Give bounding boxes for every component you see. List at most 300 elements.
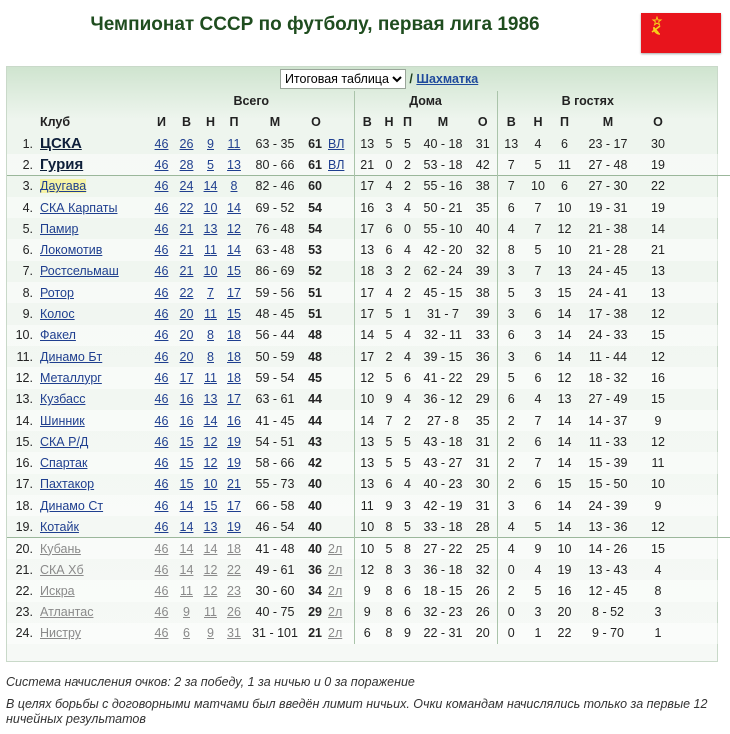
points: 61: [304, 154, 328, 175]
status-link[interactable]: 2л: [328, 562, 343, 577]
losses-link[interactable]: 13: [227, 157, 241, 172]
draws-link-cell: [199, 133, 222, 154]
wins-link-cell: [174, 431, 199, 452]
home-draws: 3: [385, 264, 393, 279]
losses-link[interactable]: 18: [227, 541, 241, 556]
games-link[interactable]: 46: [154, 434, 169, 449]
status-link-cell: [328, 623, 354, 644]
home-draws: 9: [380, 495, 398, 516]
wins-link[interactable]: 26: [179, 136, 194, 151]
away-wins: 8: [497, 239, 525, 260]
table-row: [7, 538, 730, 559]
home-points: 29: [475, 392, 490, 407]
wins-link[interactable]: 14: [179, 541, 194, 556]
draws-link[interactable]: 14: [203, 179, 218, 194]
status-link-cell: [328, 580, 354, 601]
draws-link[interactable]: 5: [207, 157, 214, 172]
games-link[interactable]: 46: [154, 349, 169, 364]
points: 51: [304, 282, 328, 303]
away-wins: 3: [497, 495, 525, 516]
footnote-draw-limit: В целях борьбы с договорными матчами был введён лимит ничьих. Очки командам начислялись только за первые 12 ничейных результатов: [6, 697, 708, 726]
away-wins: 2: [497, 431, 525, 452]
home-goals: 18 - 15: [417, 580, 469, 601]
draws-link[interactable]: 15: [203, 498, 218, 513]
table-row: [7, 133, 730, 154]
games-link[interactable]: 46: [154, 179, 169, 194]
away-draws: 6: [534, 349, 542, 364]
status-link[interactable]: 2л: [328, 583, 343, 598]
wins-link[interactable]: 20: [179, 328, 194, 343]
losses-link-cell: [222, 495, 246, 516]
wins-link-cell: [174, 389, 199, 410]
away-points: 21: [638, 239, 678, 260]
points: 44: [308, 392, 322, 407]
wins-link[interactable]: 14: [179, 519, 194, 534]
home-losses: 2: [398, 282, 417, 303]
games-link[interactable]: 46: [154, 477, 169, 492]
home-draws: 5: [385, 136, 393, 151]
points: 40: [304, 495, 328, 516]
away-wins: 2: [497, 474, 525, 495]
club-link[interactable]: Локомотив: [40, 243, 103, 258]
position: 17.: [15, 477, 33, 492]
home-points: 31: [475, 136, 490, 151]
col-home-2: П: [403, 115, 412, 129]
club-link[interactable]: Шинник: [40, 413, 85, 428]
status-link[interactable]: ВЛ: [328, 136, 345, 151]
losses-link[interactable]: 31: [227, 626, 241, 641]
points: 45: [304, 367, 328, 388]
col-home-4: О: [477, 115, 488, 129]
games-link-cell: [149, 133, 174, 154]
position: 8.: [7, 282, 37, 303]
wins-link[interactable]: 22: [179, 285, 194, 300]
wins-link-cell: [174, 474, 199, 495]
wins-link[interactable]: 22: [179, 200, 194, 215]
losses-link[interactable]: 11: [227, 136, 241, 151]
wins-link[interactable]: 16: [179, 392, 194, 407]
club-link[interactable]: Кубань: [40, 541, 81, 556]
games-link-cell: [149, 474, 174, 495]
club-link[interactable]: Нистру: [40, 626, 82, 641]
club-link[interactable]: Котайк: [40, 519, 79, 534]
club-link[interactable]: Памир: [40, 221, 79, 236]
away-losses: 14: [551, 410, 578, 431]
losses-link[interactable]: 14: [227, 243, 241, 258]
home-losses: 3: [398, 495, 417, 516]
draws-link-cell: [199, 239, 222, 260]
home-points: 35: [469, 197, 497, 218]
home-wins: 10: [354, 389, 380, 410]
home-losses: 2: [398, 176, 417, 197]
home-wins: 13: [354, 431, 380, 452]
position: 9.: [22, 307, 33, 322]
home-points: 39: [475, 307, 490, 322]
games-link-cell: [149, 239, 174, 260]
club-link[interactable]: Спартак: [40, 456, 88, 471]
wins-link[interactable]: 28: [179, 157, 194, 172]
home-goals: 40 - 18: [423, 136, 463, 151]
table-row: [7, 623, 730, 644]
losses-link[interactable]: 22: [227, 562, 241, 577]
games-link[interactable]: 46: [154, 221, 169, 236]
wins-link-cell: [174, 538, 199, 559]
losses-link-cell: [222, 154, 246, 175]
club-link-cell: [37, 602, 149, 623]
draws-link[interactable]: 12: [203, 434, 218, 449]
losses-link[interactable]: 17: [227, 392, 241, 407]
games-link[interactable]: 46: [154, 243, 169, 258]
position: 14.: [7, 410, 37, 431]
away-losses: 6: [561, 136, 568, 151]
wins-link-cell: [174, 346, 199, 367]
home-points: 31: [475, 434, 490, 449]
position: 6.: [7, 239, 37, 260]
away-losses: 11: [551, 154, 578, 175]
losses-link[interactable]: 26: [227, 605, 241, 620]
losses-link[interactable]: 17: [227, 498, 241, 513]
away-points: 12: [651, 307, 665, 322]
away-goals: 19 - 31: [578, 197, 638, 218]
away-losses: 13: [557, 264, 572, 279]
home-losses: 5: [404, 519, 411, 534]
draws-link[interactable]: 10: [203, 477, 218, 492]
away-goals: 15 - 50: [588, 477, 628, 492]
wins-link[interactable]: 6: [183, 626, 190, 641]
games-link[interactable]: 46: [154, 541, 169, 556]
wins-link-cell: [174, 516, 199, 537]
home-losses: 4: [404, 477, 411, 492]
standings-table: [7, 67, 730, 644]
wins-link[interactable]: 24: [179, 179, 194, 194]
home-wins: 13: [354, 133, 380, 154]
club-link-cell: [37, 367, 149, 388]
wins-link-cell: [174, 602, 199, 623]
losses-link[interactable]: 19: [227, 434, 241, 449]
club-link[interactable]: Даугава: [40, 179, 87, 194]
draws-link-cell: [199, 303, 222, 324]
points: 61: [308, 136, 322, 151]
wins-link[interactable]: 21: [179, 221, 194, 236]
games-link-cell: [149, 154, 174, 175]
losses-link[interactable]: 14: [227, 200, 241, 215]
losses-link-cell: [222, 282, 246, 303]
losses-link-cell: [222, 197, 246, 218]
table-row: [7, 197, 730, 218]
club-link-cell: [37, 580, 149, 601]
club-link[interactable]: СКА Карпаты: [40, 200, 118, 215]
away-goals: 23 - 17: [588, 136, 628, 151]
losses-link[interactable]: 19: [227, 519, 241, 534]
away-wins: 4: [497, 538, 525, 559]
away-goals: 21 - 28: [578, 239, 638, 260]
losses-link-cell: [222, 133, 246, 154]
home-losses: 9: [398, 623, 417, 644]
home-goals: 50 - 21: [417, 197, 469, 218]
games-link-cell: [149, 346, 174, 367]
club-link[interactable]: Динамо Бт: [40, 349, 103, 364]
away-goals: 24 - 45: [588, 264, 628, 279]
games-link-cell: [149, 282, 174, 303]
away-wins: 3: [497, 261, 525, 282]
wins-link[interactable]: 17: [179, 370, 194, 385]
draws-link[interactable]: 10: [203, 264, 218, 279]
home-losses: 0: [404, 221, 411, 236]
games-link[interactable]: 46: [154, 413, 169, 428]
away-points: 14: [651, 221, 665, 236]
losses-link-cell: [222, 516, 246, 537]
table-row: [7, 154, 730, 175]
losses-link[interactable]: 8: [230, 179, 238, 194]
club-link-cell: [37, 346, 149, 367]
club-link[interactable]: СКА Р/Д: [40, 434, 89, 449]
table-row: [7, 431, 730, 452]
status-link-cell: [328, 559, 354, 580]
losses-link[interactable]: 23: [227, 583, 241, 598]
home-goals: 55 - 10: [423, 221, 463, 236]
games-link[interactable]: 46: [154, 264, 169, 279]
away-points: 13: [638, 282, 678, 303]
draws-link[interactable]: 14: [203, 413, 218, 428]
games-link[interactable]: 46: [154, 392, 169, 407]
away-draws: 6: [534, 434, 542, 449]
table-row: [7, 410, 730, 431]
games-link[interactable]: 46: [154, 519, 169, 534]
draws-link[interactable]: 10: [203, 200, 218, 215]
home-losses: 5: [404, 136, 411, 151]
goals: 54 - 51: [255, 434, 295, 449]
wins-link[interactable]: 15: [179, 456, 194, 471]
home-points: 31: [469, 452, 497, 473]
away-wins: 0: [497, 623, 525, 644]
home-wins: 21: [354, 154, 380, 175]
wins-link[interactable]: 21: [179, 243, 194, 258]
points: 43: [308, 434, 322, 449]
draws-link[interactable]: 12: [203, 583, 218, 598]
wins-link[interactable]: 9: [183, 605, 190, 620]
draws-link[interactable]: 11: [204, 605, 217, 620]
club-link[interactable]: Пахтакор: [40, 477, 95, 492]
col-away-3: М: [602, 115, 614, 129]
club-link[interactable]: Гурия: [40, 156, 84, 174]
away-wins: 13: [497, 133, 525, 154]
away-points: 19: [638, 154, 678, 175]
losses-link-cell: [222, 303, 246, 324]
club-link-cell: [37, 303, 149, 324]
away-losses: 10: [551, 239, 578, 260]
losses-link[interactable]: 15: [227, 264, 241, 279]
wins-link[interactable]: 20: [179, 307, 194, 322]
home-wins: 18: [354, 261, 380, 282]
games-link[interactable]: 46: [154, 200, 169, 215]
club-link[interactable]: Динамо Ст: [40, 498, 104, 513]
losses-link-cell: [222, 239, 246, 260]
draws-link[interactable]: 13: [203, 519, 218, 534]
home-goals: 45 - 15: [417, 282, 469, 303]
club-link-cell: [37, 410, 149, 431]
losses-link-cell: [222, 602, 246, 623]
wins-link[interactable]: 21: [179, 264, 194, 279]
table-view-select[interactable]: [280, 69, 406, 89]
points: 36: [308, 562, 322, 577]
status-link[interactable]: ВЛ: [328, 157, 345, 172]
losses-link-cell: [222, 452, 246, 473]
position: 7.: [22, 264, 33, 279]
wins-link[interactable]: 14: [179, 562, 194, 577]
home-goals: 27 - 22: [417, 538, 469, 559]
games-link[interactable]: 46: [154, 285, 169, 300]
home-goals: 42 - 20: [417, 239, 469, 260]
losses-link-cell: [222, 367, 246, 388]
away-points: 3: [654, 605, 662, 620]
away-wins: 5: [497, 282, 525, 303]
games-link[interactable]: 46: [154, 370, 169, 385]
home-losses: 4: [398, 239, 417, 260]
draws-link[interactable]: 9: [207, 136, 214, 151]
losses-link[interactable]: 18: [227, 328, 241, 343]
club-link[interactable]: Кузбасс: [40, 392, 86, 407]
col-away-1: Н: [533, 115, 543, 129]
club-link[interactable]: ЦСКА: [40, 135, 82, 153]
away-losses: 19: [557, 562, 572, 577]
club-link[interactable]: Ротор: [40, 285, 74, 300]
club-link[interactable]: Факел: [40, 328, 76, 343]
points: 53: [304, 239, 328, 260]
status-link[interactable]: 2л: [328, 605, 343, 620]
home-losses: 4: [404, 349, 411, 364]
home-wins: 11: [354, 495, 380, 516]
losses-link[interactable]: 17: [227, 285, 241, 300]
home-goals: 39 - 15: [423, 349, 463, 364]
losses-link[interactable]: 21: [227, 477, 241, 492]
draws-link[interactable]: 7: [207, 285, 214, 300]
wins-link-cell: [174, 197, 199, 218]
games-link[interactable]: 46: [154, 328, 169, 343]
club-link[interactable]: Колос: [40, 307, 75, 322]
games-link[interactable]: 46: [154, 562, 169, 577]
wins-link[interactable]: 14: [179, 498, 194, 513]
games-link-cell: [149, 431, 174, 452]
draws-link[interactable]: 11: [204, 307, 217, 322]
club-link-cell: [37, 133, 149, 154]
home-draws: 0: [380, 154, 398, 175]
away-goals: 21 - 38: [588, 221, 628, 236]
games-link[interactable]: 46: [154, 157, 169, 172]
away-losses: 15: [551, 282, 578, 303]
home-points: 35: [469, 410, 497, 431]
games-link[interactable]: 46: [154, 626, 169, 641]
games-link-cell: [149, 516, 174, 537]
draws-link[interactable]: 11: [204, 370, 217, 385]
col-club: Клуб: [40, 115, 71, 129]
position: 24.: [7, 623, 37, 644]
draws-link[interactable]: 13: [203, 221, 218, 236]
wins-link-cell: [174, 452, 199, 473]
losses-link[interactable]: 18: [227, 370, 241, 385]
col-home-3: М: [437, 115, 449, 129]
home-wins: 17: [354, 303, 380, 324]
home-losses: 2: [398, 154, 417, 175]
club-link[interactable]: Атлантас: [40, 605, 94, 620]
draws-link[interactable]: 11: [204, 243, 217, 258]
wins-link[interactable]: 16: [179, 413, 194, 428]
club-link[interactable]: Металлург: [40, 370, 102, 385]
home-points: 26: [475, 605, 490, 620]
draws-link[interactable]: 12: [203, 456, 218, 471]
games-link[interactable]: 46: [154, 498, 169, 513]
away-goals: 13 - 36: [588, 519, 628, 534]
position: 4.: [7, 197, 37, 218]
wins-link[interactable]: 11: [180, 583, 193, 598]
club-link[interactable]: СКА Хб: [40, 562, 84, 577]
club-link-cell: [37, 239, 149, 260]
losses-link[interactable]: 12: [227, 221, 241, 236]
games-link-cell: [149, 218, 174, 239]
losses-link-cell: [222, 389, 246, 410]
home-goals: 41 - 22: [417, 367, 469, 388]
games-link-cell: [149, 261, 174, 282]
losses-link-cell: [222, 261, 246, 282]
home-losses: 6: [404, 605, 411, 620]
draws-link[interactable]: 8: [207, 328, 214, 343]
position: 12.: [7, 367, 37, 388]
draws-link[interactable]: 12: [203, 562, 218, 577]
table-row: [7, 580, 730, 601]
away-draws: 9: [525, 538, 551, 559]
status-link[interactable]: 2л: [328, 541, 343, 556]
club-link[interactable]: Ростсельмаш: [40, 264, 119, 279]
position: 1.: [22, 136, 33, 151]
home-wins: 6: [354, 623, 380, 644]
away-wins: 0: [497, 602, 525, 623]
away-losses: 14: [551, 495, 578, 516]
draws-link[interactable]: 13: [203, 392, 218, 407]
goals: 59 - 54: [246, 367, 304, 388]
games-link[interactable]: 46: [154, 307, 169, 322]
games-link[interactable]: 46: [154, 583, 169, 598]
draws-link[interactable]: 8: [207, 349, 214, 364]
losses-link-cell: [222, 538, 246, 559]
club-link[interactable]: Искра: [40, 583, 75, 598]
away-wins: 0: [497, 559, 525, 580]
away-draws: 3: [525, 282, 551, 303]
position: 19.: [15, 519, 33, 534]
losses-link[interactable]: 16: [227, 413, 241, 428]
away-wins: 5: [497, 367, 525, 388]
away-draws: 6: [525, 495, 551, 516]
draws-link[interactable]: 9: [207, 626, 214, 641]
wins-link[interactable]: 15: [179, 477, 194, 492]
losses-link[interactable]: 19: [227, 456, 241, 471]
games-link[interactable]: 46: [154, 456, 169, 471]
wins-link[interactable]: 15: [179, 434, 194, 449]
goals: 56 - 44: [246, 325, 304, 346]
home-draws: 8: [385, 605, 393, 620]
losses-link[interactable]: 15: [227, 307, 241, 322]
away-draws: 4: [534, 136, 542, 151]
home-points: 42: [469, 154, 497, 175]
games-link[interactable]: 46: [154, 605, 169, 620]
draws-link[interactable]: 14: [203, 541, 218, 556]
losses-link[interactable]: 18: [227, 349, 241, 364]
status-link[interactable]: 2л: [328, 626, 343, 641]
home-wins: 9: [354, 580, 380, 601]
wins-link[interactable]: 20: [179, 349, 194, 364]
crosstable-link[interactable]: Шахматка: [416, 72, 479, 86]
home-goals: 32 - 23: [423, 605, 463, 620]
games-link[interactable]: 46: [154, 136, 169, 151]
draws-link-cell: [199, 218, 222, 239]
